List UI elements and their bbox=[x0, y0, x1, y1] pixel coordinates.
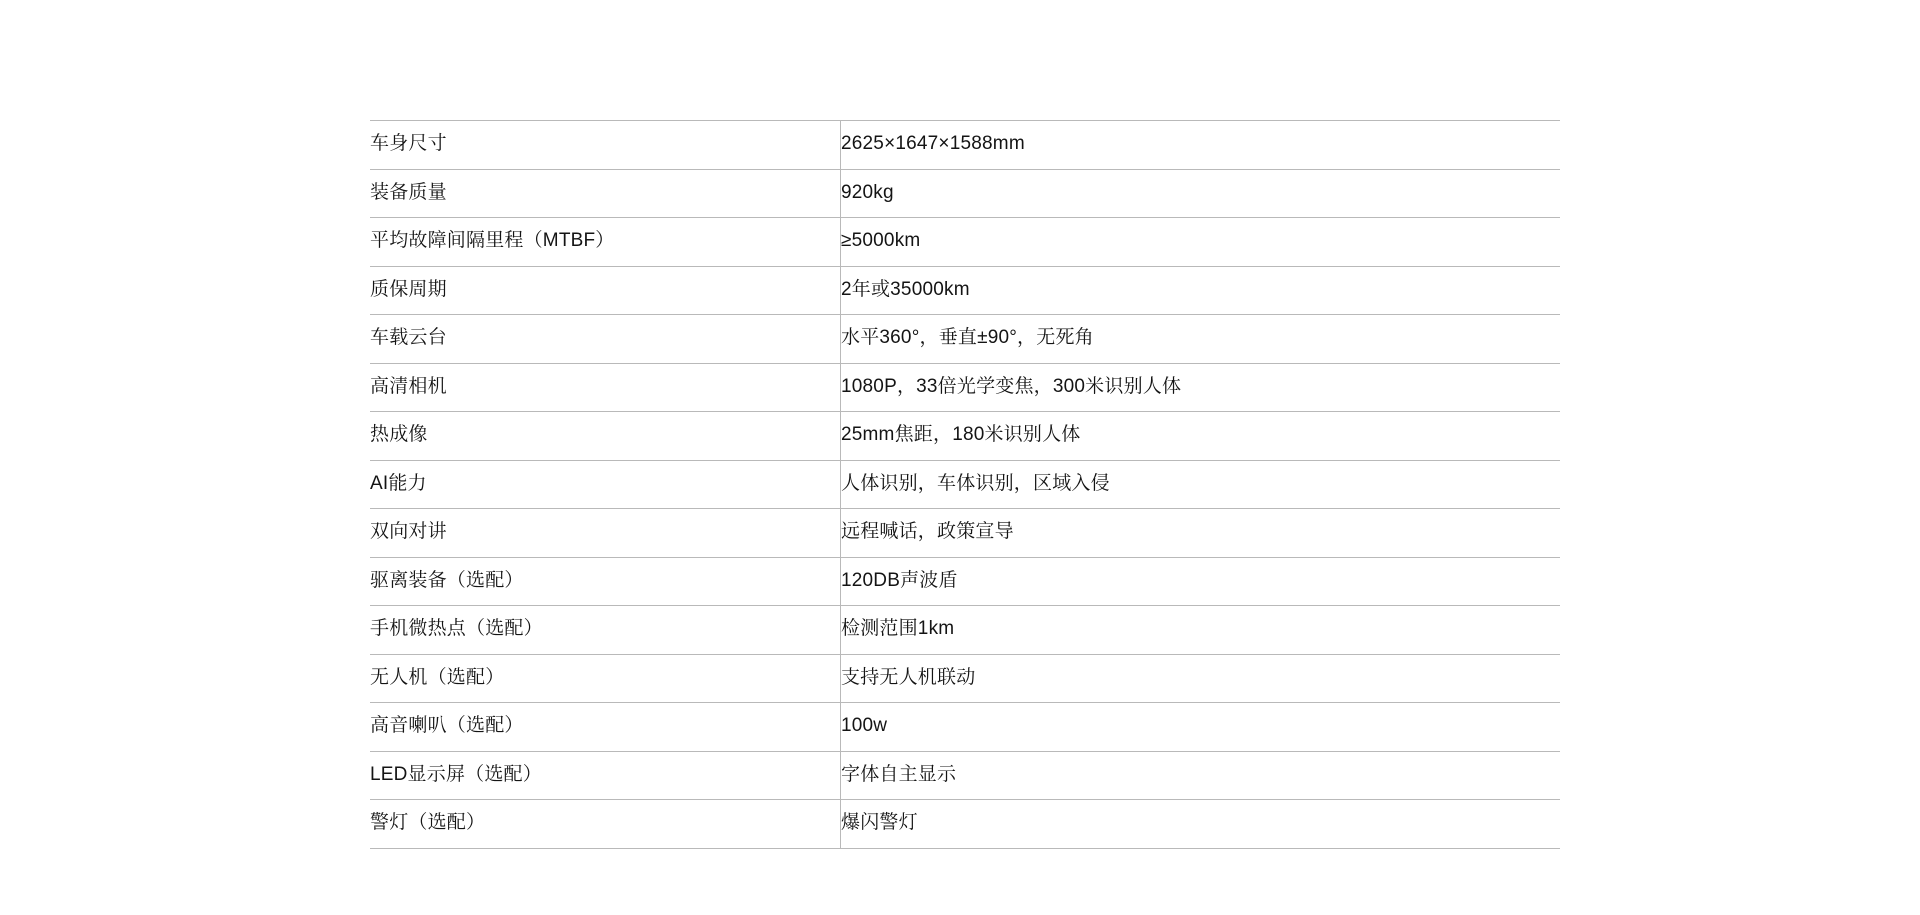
spec-label: 双向对讲 bbox=[370, 509, 841, 558]
spec-value: 2年或35000km bbox=[841, 266, 1561, 315]
spec-label: 警灯（选配） bbox=[370, 800, 841, 849]
spec-value: 字体自主显示 bbox=[841, 751, 1561, 800]
spec-label: 装备质量 bbox=[370, 169, 841, 218]
spec-label: 热成像 bbox=[370, 412, 841, 461]
spec-value: 支持无人机联动 bbox=[841, 654, 1561, 703]
spec-label: 质保周期 bbox=[370, 266, 841, 315]
table-row bbox=[370, 606, 1560, 655]
table-row bbox=[370, 412, 1560, 461]
spec-value: 120DB声波盾 bbox=[841, 557, 1561, 606]
spec-label: 高清相机 bbox=[370, 363, 841, 412]
spec-label: 高音喇叭（选配） bbox=[370, 703, 841, 752]
table-row bbox=[370, 121, 1560, 170]
table-row bbox=[370, 169, 1560, 218]
table-row bbox=[370, 363, 1560, 412]
spec-label: 车身尺寸 bbox=[370, 121, 841, 170]
table-row bbox=[370, 266, 1560, 315]
spec-label: LED显示屏（选配） bbox=[370, 751, 841, 800]
table-row bbox=[370, 703, 1560, 752]
spec-value: 人体识别，车体识别，区域入侵 bbox=[841, 460, 1561, 509]
spec-value: 25mm焦距，180米识别人体 bbox=[841, 412, 1561, 461]
spec-label: 平均故障间隔里程（MTBF） bbox=[370, 218, 841, 267]
spec-value: 1080P，33倍光学变焦，300米识别人体 bbox=[841, 363, 1561, 412]
spec-table-body bbox=[370, 121, 1560, 849]
table-row bbox=[370, 654, 1560, 703]
spec-value: 水平360°，垂直±90°，无死角 bbox=[841, 315, 1561, 364]
spec-value: ≥5000km bbox=[841, 218, 1561, 267]
spec-table-container bbox=[370, 120, 1560, 849]
spec-value: 爆闪警灯 bbox=[841, 800, 1561, 849]
table-row bbox=[370, 557, 1560, 606]
spec-value: 100w bbox=[841, 703, 1561, 752]
spec-label: 车载云台 bbox=[370, 315, 841, 364]
table-row bbox=[370, 751, 1560, 800]
specifications-table bbox=[370, 120, 1560, 849]
table-row bbox=[370, 218, 1560, 267]
spec-value: 检测范围1km bbox=[841, 606, 1561, 655]
spec-value: 920kg bbox=[841, 169, 1561, 218]
spec-value: 远程喊话，政策宣导 bbox=[841, 509, 1561, 558]
spec-value: 2625×1647×1588mm bbox=[841, 121, 1561, 170]
table-row bbox=[370, 800, 1560, 849]
table-row bbox=[370, 509, 1560, 558]
spec-label: 手机微热点（选配） bbox=[370, 606, 841, 655]
spec-label: 驱离装备（选配） bbox=[370, 557, 841, 606]
table-row bbox=[370, 315, 1560, 364]
spec-label: AI能力 bbox=[370, 460, 841, 509]
spec-label: 无人机（选配） bbox=[370, 654, 841, 703]
table-row bbox=[370, 460, 1560, 509]
